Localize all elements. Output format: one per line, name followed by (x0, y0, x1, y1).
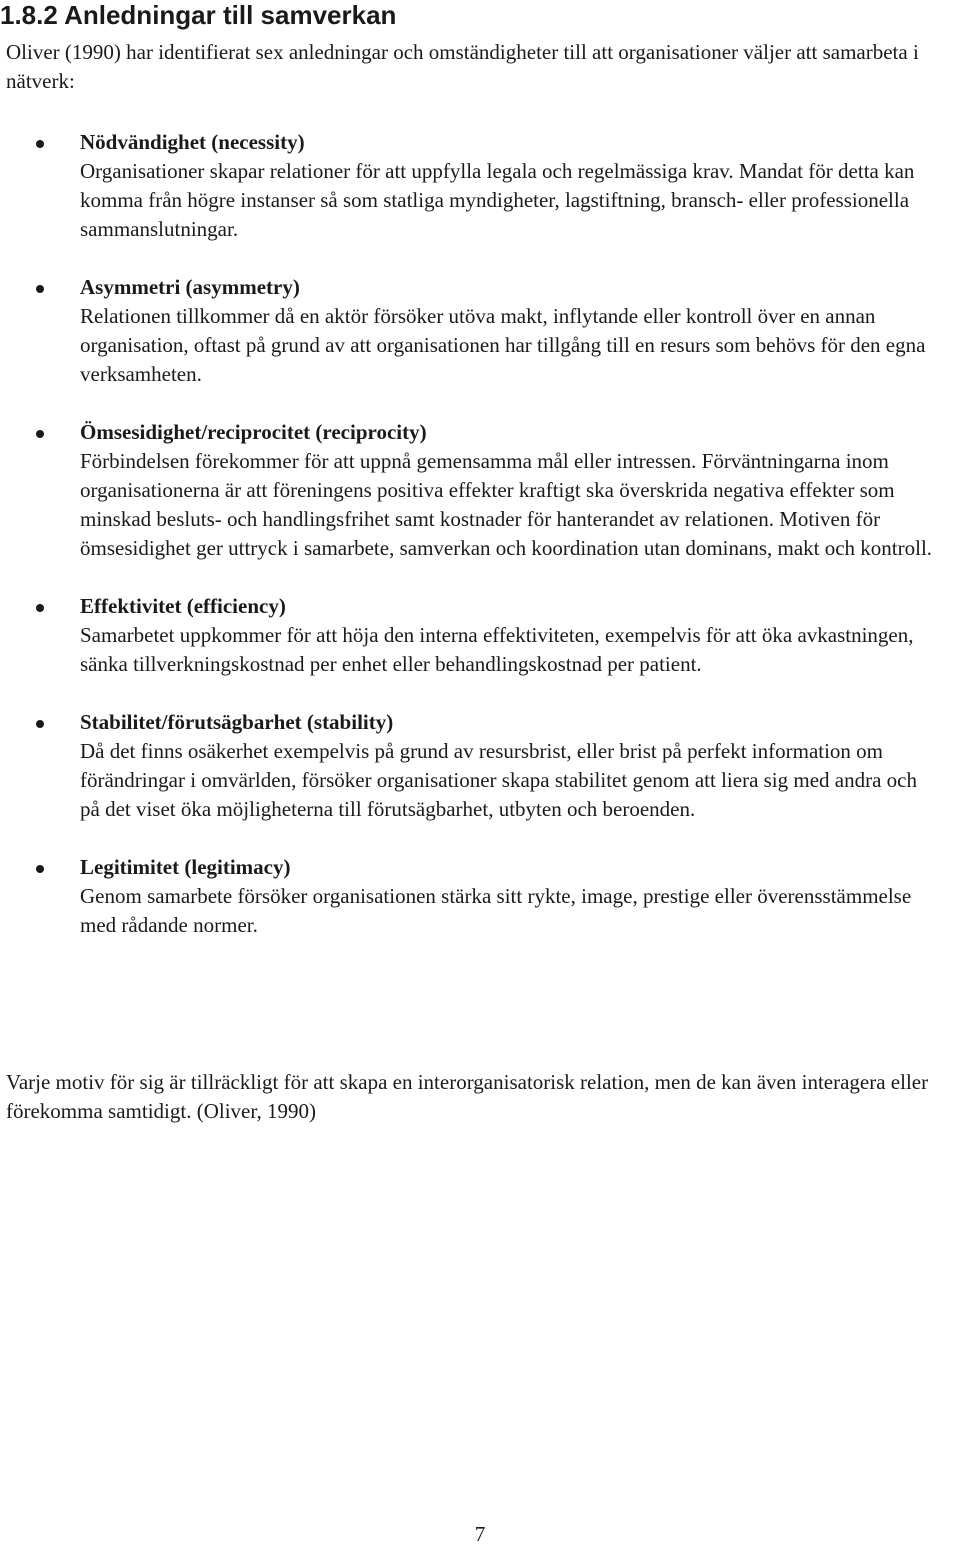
list-item-legitimacy (0, 853, 940, 940)
intro-paragraph: Oliver (1990) har identifierat sex anledningar och omständigheter till att organisationer väljer att samarbeta i nätverk: (6, 40, 919, 93)
bullet-dot (36, 720, 44, 728)
item-body: Samarbetet uppkommer för att höja den interna effektiviteten, exempelvis för att öka avkastningen, sänka tillverkningskostnad per enhet eller behandlingskostnad per patient. (80, 623, 914, 676)
conclusion-paragraph: Varje motiv för sig är tillräckligt för att skapa en interorganisatorisk relation, men de kan även interagera eller förekomma samtidigt. (Oliver, 1990) (6, 1070, 929, 1123)
item-title: Stabilitet/förutsägbarhet (stability) (80, 710, 394, 734)
list-item-reciprocity (0, 418, 940, 563)
page-number: 7 (474, 1522, 486, 1546)
list-item-necessity (0, 128, 940, 244)
item-body: Genom samarbete försöker organisationen stärka sitt rykte, image, prestige eller överensstämmelse med rådande normer. (80, 884, 912, 937)
item-title: Ömsesidighet/reciprocitet (reciprocity) (80, 420, 427, 444)
bullet-dot (36, 430, 44, 438)
list-item-efficiency (0, 592, 940, 679)
reasons-list (0, 128, 960, 969)
list-item-asymmetry (0, 273, 940, 389)
item-body: Förbindelsen förekommer för att uppnå gemensamma mål eller intressen. Förväntningarna inom organisationerna är att föreningens positiva effekter kraftigt ska överskrida negativa effekter som minskad besluts- och handlingsfrihet samt kostnader för hanterandet av relationen. Motiven för ömsesidighet ger uttryck i samarbete, samverkan och koordination utan dominans, makt och kontroll. (80, 449, 933, 560)
list-item-stability (0, 708, 940, 824)
bullet-dot (36, 604, 44, 612)
item-body: Relationen tillkommer då en aktör försöker utöva makt, inflytande eller kontroll över en annan organisation, oftast på grund av att organisationen har tillgång till en resurs som behövs för den egna verksamheten. (80, 304, 926, 386)
item-title: Nödvändighet (necessity) (80, 130, 305, 154)
item-title: Asymmetri (asymmetry) (80, 275, 300, 299)
bullet-dot (36, 865, 44, 873)
bullet-dot (36, 140, 44, 148)
item-title: Legitimitet (legitimacy) (80, 855, 291, 879)
item-body: Då det finns osäkerhet exempelvis på grund av resursbrist, eller brist på perfekt information om förändringar i omvärlden, försöker organisationer skapa stabilitet genom att liera sig med andra och på det viset öka möjligheterna till förutsägbarhet, utbyten och beroenden. (80, 739, 918, 821)
item-title: Effektivitet (efficiency) (80, 594, 286, 618)
bullet-dot (36, 285, 44, 293)
item-body: Organisationer skapar relationer för att uppfylla legala och regelmässiga krav. Mandat för detta kan komma från högre instanser så som statliga myndigheter, lagstiftning, bransch- eller professionella sammanslutningar. (80, 159, 915, 241)
section-heading: 1.8.2 Anledningar till samverkan (0, 0, 397, 30)
